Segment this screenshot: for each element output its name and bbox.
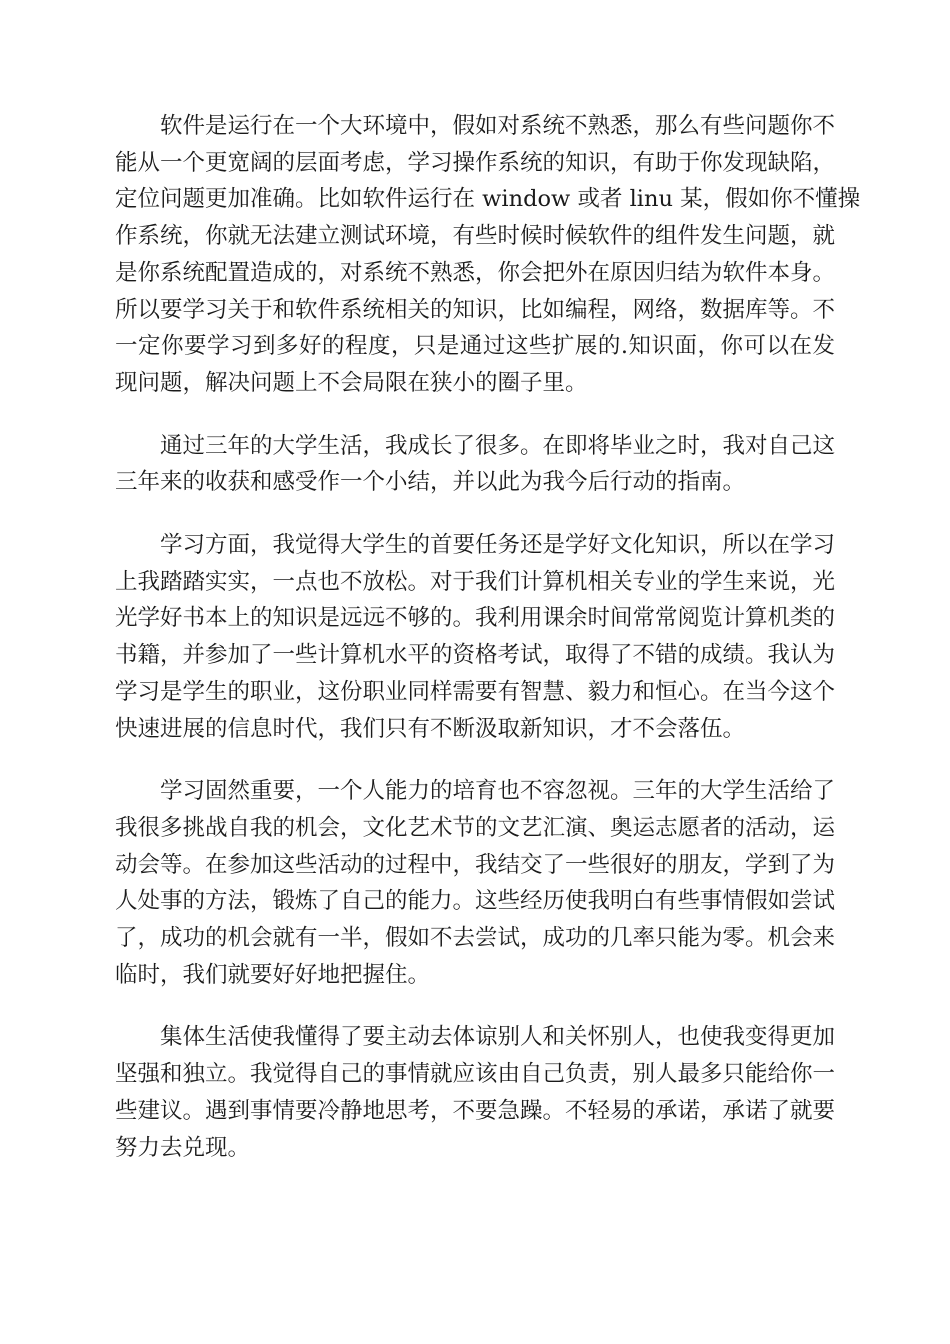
text-line: 书籍，并参加了一些计算机水平的资格考试，取得了不错的成绩。我认为 bbox=[115, 642, 836, 669]
text-line: 学习固然重要，一个人能力的培育也不容忽视。三年的大学生活给了 bbox=[160, 778, 836, 805]
paragraph-study bbox=[115, 527, 835, 747]
text-line: 了，成功的机会就有一半，假如不去尝试，成功的几率只能为零。机会来 bbox=[115, 925, 836, 952]
text-line: 我很多挑战自我的机会，文化艺术节的文艺汇演、奥运志愿者的活动，运 bbox=[115, 814, 836, 841]
text-line: 努力去兑现。 bbox=[115, 1134, 251, 1161]
text-line: 快速进展的信息时代，我们只有不断汲取新知识，才不会落伍。 bbox=[115, 715, 746, 742]
paragraph-ability bbox=[115, 773, 835, 993]
text-line: 软件是运行在一个大环境中，假如对系统不熟悉，那么有些问题你不 bbox=[160, 113, 836, 139]
text-line: 上我踏踏实实，一点也不放松。对于我们计算机相关专业的学生来说，光 bbox=[115, 568, 836, 595]
paragraph-software-environment bbox=[115, 108, 861, 402]
text-line: 一定你要学习到多好的程度，只是通过这些扩展的.知识面，你可以在发 bbox=[115, 333, 835, 360]
document-body bbox=[115, 108, 861, 1192]
text-line: 些建议。遇到事情要冷静地思考，不要急躁。不轻易的承诺，承诺了就要 bbox=[115, 1097, 836, 1124]
text-line: 能从一个更宽阔的层面考虑，学习操作系统的知识，有助于你发现缺陷， bbox=[115, 149, 836, 176]
text-line: 现问题，解决问题上不会局限在狭小的圈子里。 bbox=[115, 369, 588, 396]
text-line: 学习方面，我觉得大学生的首要任务还是学好文化知识，所以在学习 bbox=[160, 532, 836, 559]
text-line: 光学好书本上的知识是远远不够的。我利用课余时间常常阅览计算机类的 bbox=[115, 605, 836, 632]
text-line: 人处事的方法，锻炼了自己的能力。这些经历使我明白有些事情假如尝试 bbox=[115, 888, 836, 915]
text-line: 三年来的收获和感受作一个小结，并以此为我今后行动的指南。 bbox=[115, 469, 746, 496]
text-line: 动会等。在参加这些活动的过程中，我结交了一些很好的朋友，学到了为 bbox=[115, 851, 836, 878]
text-line: 临时，我们就要好好地把握住。 bbox=[115, 961, 431, 988]
text-line: 所以要学习关于和软件系统相关的知识，比如编程，网络，数据库等。不 bbox=[115, 296, 836, 323]
text-line: 作系统，你就无法建立测试环境，有些时候时候软件的组件发生问题，就 bbox=[115, 223, 836, 250]
text-line: 集体生活使我懂得了要主动去体谅别人和关怀别人，也使我变得更加 bbox=[160, 1024, 836, 1051]
paragraph-three-years bbox=[115, 428, 835, 501]
text-line: 通过三年的大学生活，我成长了很多。在即将毕业之时，我对自己这 bbox=[160, 432, 836, 459]
text-line: 坚强和独立。我觉得自己的事情就应该由自己负责，别人最多只能给你一 bbox=[115, 1061, 836, 1088]
text-line: 学习是学生的职业，这份职业同样需要有智慧、毅力和恒心。在当今这个 bbox=[115, 678, 836, 705]
text-line: 定位问题更加准确。比如软件运行在 window 或者 linu 某，假如你不懂操 bbox=[115, 186, 861, 213]
text-line: 是你系统配置造成的，对系统不熟悉，你会把外在原因归结为软件本身。 bbox=[115, 259, 836, 286]
paragraph-collective-life bbox=[115, 1019, 835, 1166]
